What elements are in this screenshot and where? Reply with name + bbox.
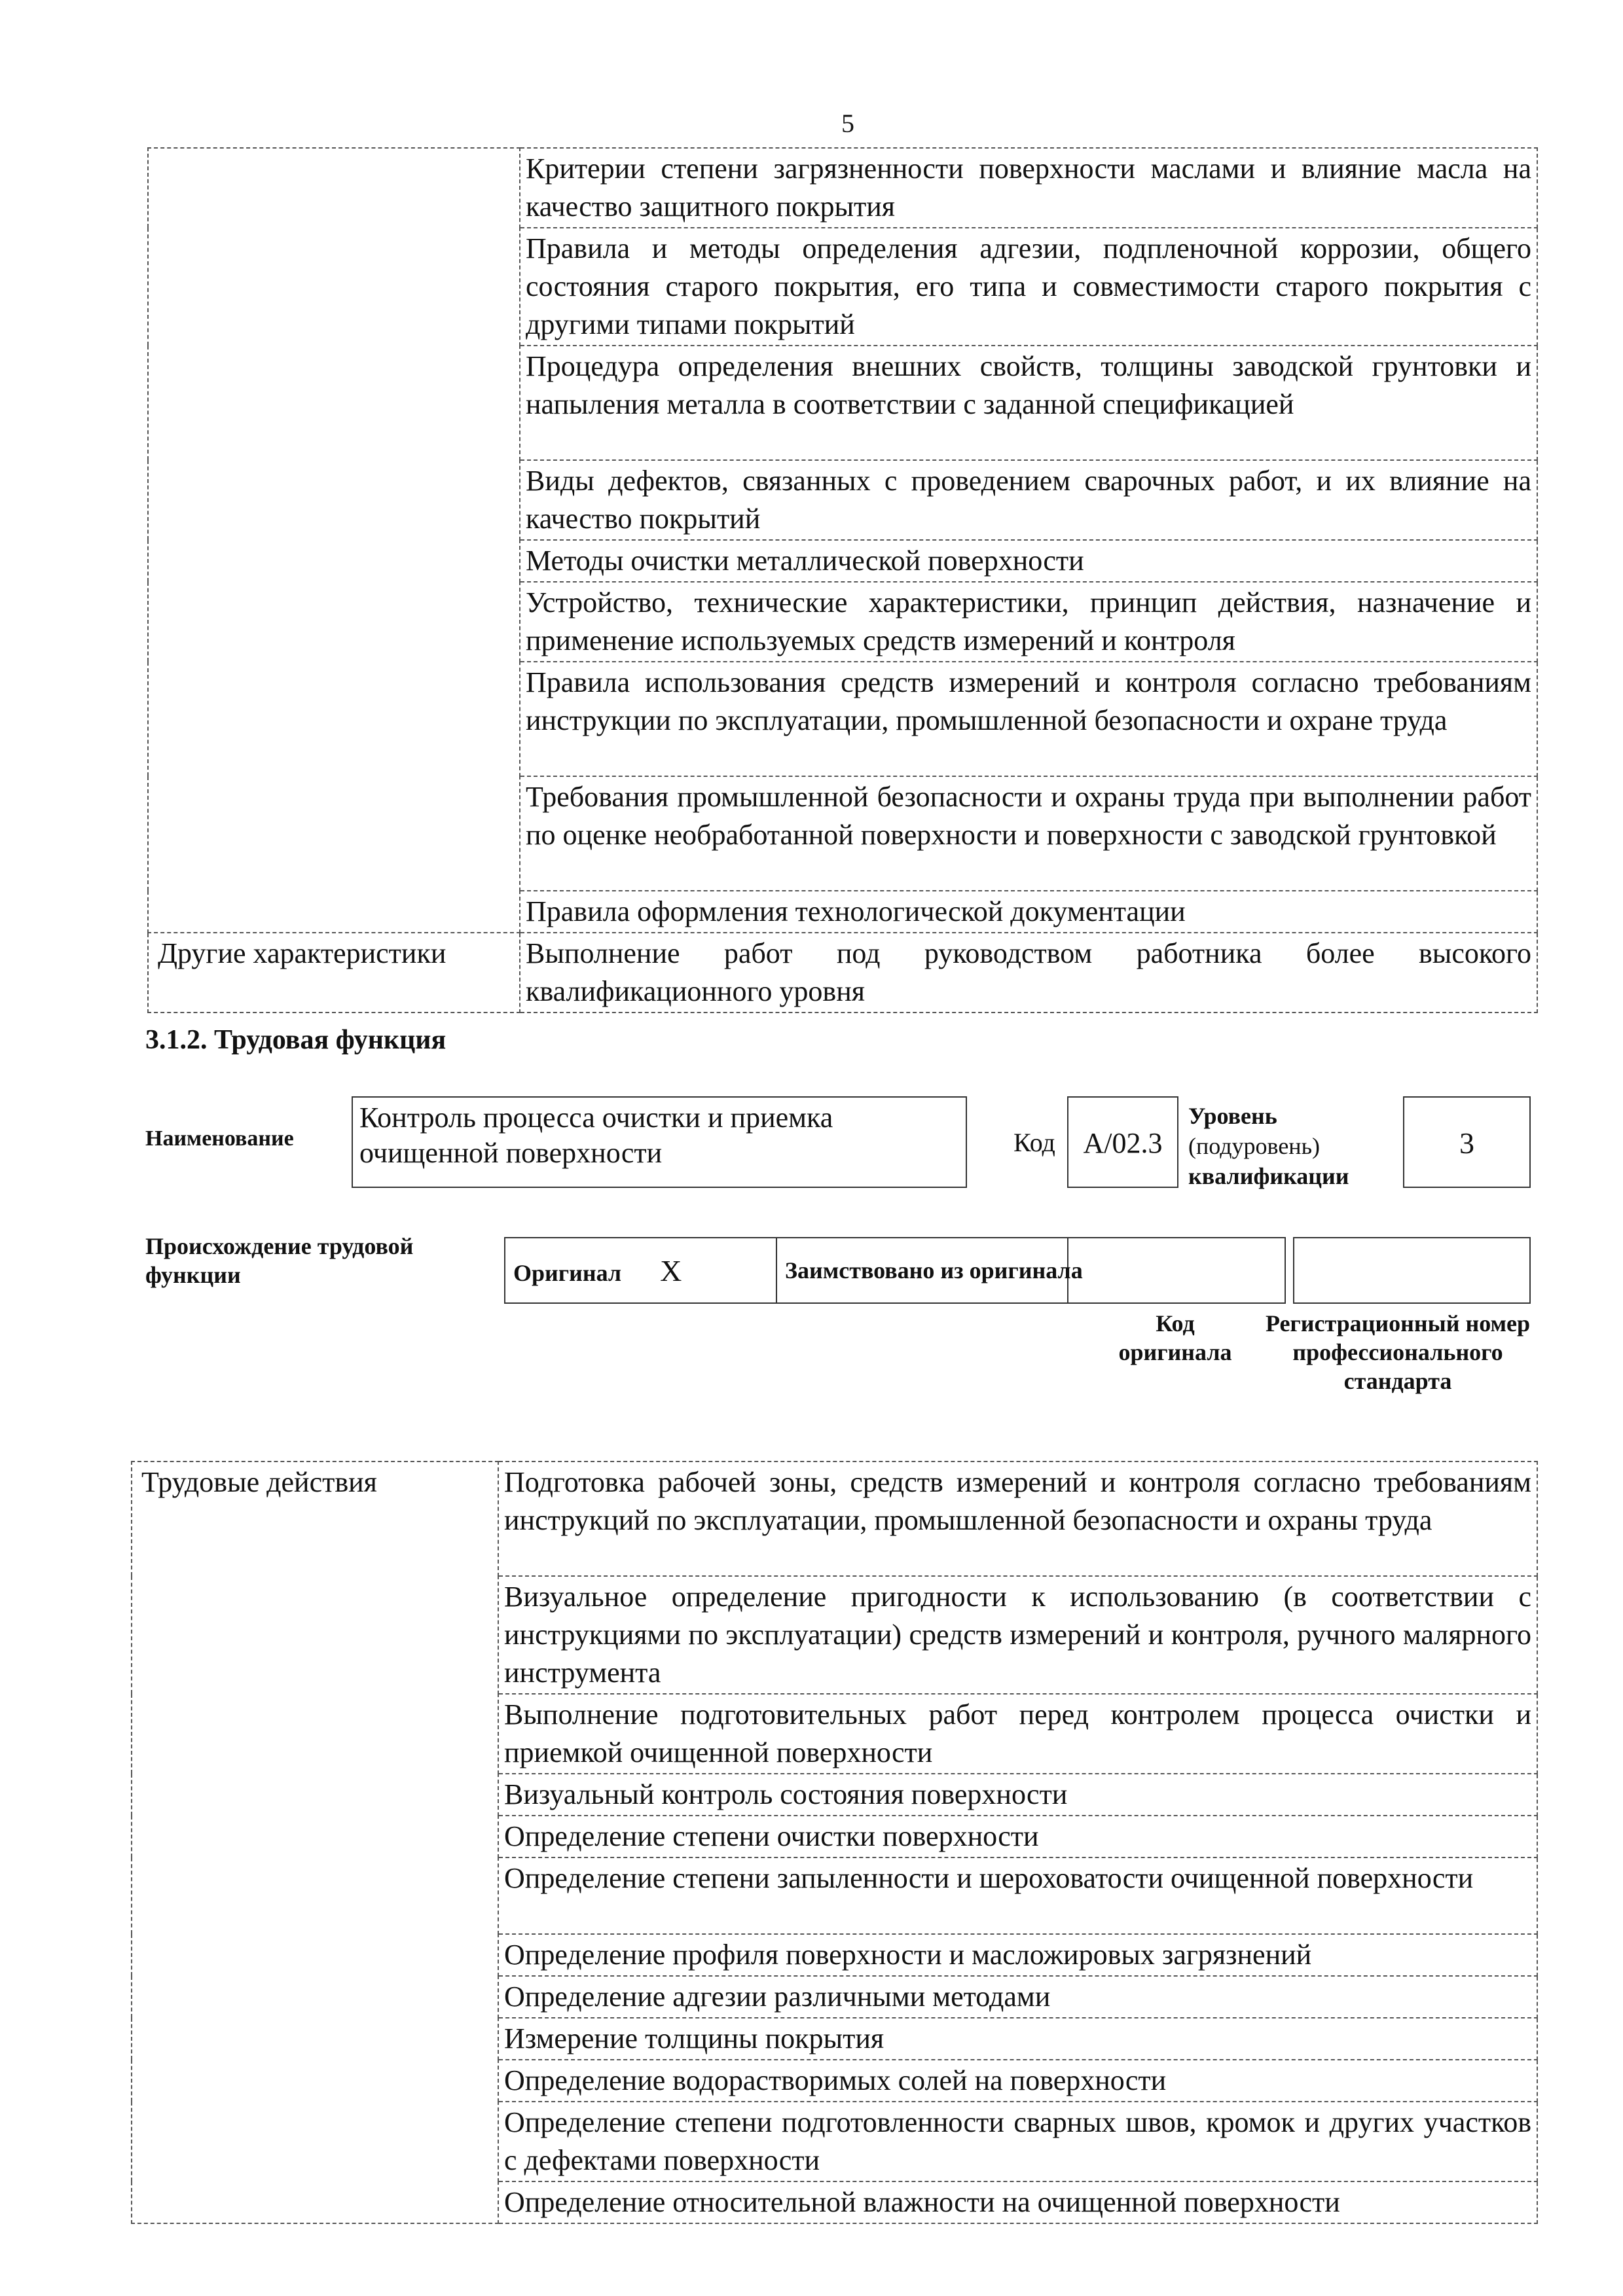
requirement-item: Виды дефектов, связанных с проведением сварочных работ, и их влияние на качество покрытий [520, 460, 1537, 540]
action-item: Измерение толщины покрытия [498, 2018, 1537, 2060]
reg-number-cell [1294, 1238, 1530, 1303]
actions-table [131, 1461, 1538, 2224]
other-characteristics-value: Выполнение работ под руководством работника более высокого квалификационного уровня [520, 933, 1537, 1013]
action-item: Определение профиля поверхности и масложировых загрязнений [498, 1934, 1537, 1976]
action-item: Определение степени подготовленности сварных швов, кромок и других участков с дефектами поверхности [498, 2102, 1537, 2181]
page-number: 5 [841, 109, 854, 138]
function-name-value: Контроль процесса очистки и приемка очищенной поверхности [359, 1102, 833, 1169]
requirements-table [147, 147, 1538, 1013]
other-characteristics-label: Другие характеристики [148, 933, 520, 1013]
requirement-item: Требования промышленной безопасности и охраны труда при выполнении работ по оценке необработанной поверхности и поверхности с заводской грунтовкой [520, 776, 1537, 891]
requirement-item: Устройство, технические характеристики, принцип действия, назначение и применение используемых средств измерений и контроля [520, 582, 1537, 662]
code-original-caption: Код оригинала [1118, 1310, 1232, 1365]
action-item: Выполнение подготовительных работ перед контролем процесса очистки и приемкой очищенной поверхности [498, 1694, 1537, 1774]
level-label [1188, 1101, 1349, 1191]
function-name-box [352, 1096, 967, 1188]
code-label: Код [1013, 1128, 1055, 1157]
level-value: 3 [1459, 1126, 1474, 1160]
origin-label: Происхождение трудовой функции [145, 1233, 414, 1288]
actions-label: Трудовые действия [132, 1462, 498, 2223]
level-label-line: квалификации [1188, 1163, 1349, 1189]
action-item: Определение степени запыленности и шероховатости очищенной поверхности [498, 1857, 1537, 1934]
action-item: Визуальное определение пригодности к использованию (в соответствии с инструкциями по эксплуатации) средств измерений и контроля, ручного малярного инструмента [498, 1576, 1537, 1694]
name-label: Наименование [145, 1126, 294, 1151]
empty-label-cell [148, 148, 520, 933]
action-item: Подготовка рабочей зоны, средств измерений и контроля согласно требованиям инструкций по эксплуатации, промышленной безопасности и охраны труда [498, 1462, 1537, 1576]
original-cell [505, 1238, 776, 1303]
requirement-item: Процедура определения внешних свойств, толщины заводской грунтовки и напыления металла в соответствии с заданной спецификацией [520, 346, 1537, 460]
section-heading: 3.1.2. Трудовая функция [145, 1025, 447, 1055]
code-original-cell [1068, 1238, 1286, 1303]
reg-number-caption: Регистрационный номер профессионального стандарта [1265, 1310, 1531, 1394]
borrowed-label: Заимствовано из оригинала [785, 1257, 1083, 1283]
requirement-item: Правила оформления технологической документации [520, 891, 1537, 933]
level-value-box [1403, 1096, 1531, 1188]
code-value: А/02.3 [1083, 1127, 1163, 1159]
original-label: Оригинал [513, 1259, 622, 1286]
requirement-item: Критерии степени загрязненности поверхности маслами и влияние масла на качество защитного покрытия [520, 148, 1537, 228]
origin-table [504, 1237, 1531, 1304]
original-mark: X [660, 1253, 682, 1287]
action-item: Определение адгезии различными методами [498, 1976, 1537, 2018]
code-value-box [1067, 1096, 1178, 1188]
action-item: Определение относительной влажности на очищенной поверхности [498, 2181, 1537, 2223]
borrowed-cell [776, 1238, 1083, 1303]
action-item: Визуальный контроль состояния поверхности [498, 1774, 1537, 1816]
level-label-line: (подуровень) [1188, 1133, 1320, 1159]
requirement-item: Правила и методы определения адгезии, подпленочной коррозии, общего состояния старого покрытия, его типа и совместимости старого покрытия с другими типами покрытий [520, 228, 1537, 346]
requirement-item: Правила использования средств измерений и контроля согласно требованиям инструкции по эксплуатации, промышленной безопасности и охране труда [520, 662, 1537, 776]
level-label-line: Уровень [1188, 1103, 1277, 1129]
action-item: Определение водорастворимых солей на поверхности [498, 2060, 1537, 2102]
requirement-item: Методы очистки металлической поверхности [520, 540, 1537, 582]
action-item: Определение степени очистки поверхности [498, 1816, 1537, 1857]
